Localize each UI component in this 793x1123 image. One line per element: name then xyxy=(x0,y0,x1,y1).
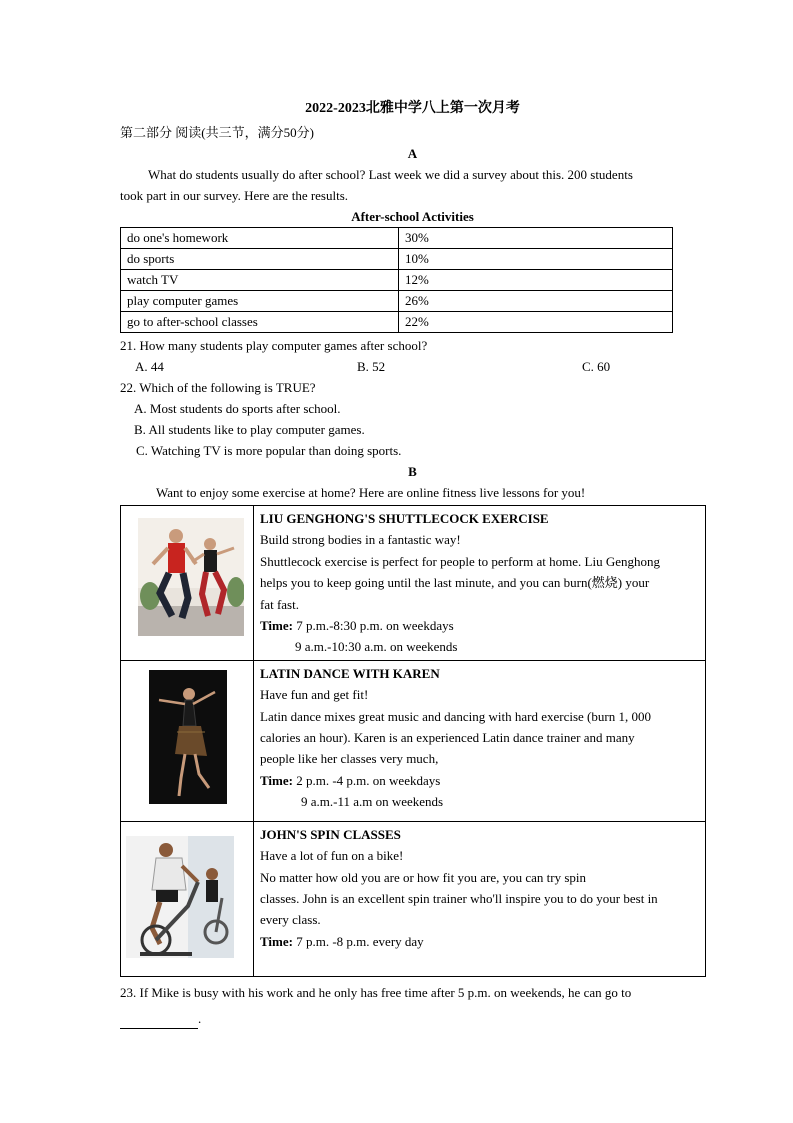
lesson-details-cell xyxy=(254,660,706,821)
lesson-photo-cell xyxy=(121,821,254,976)
table-row xyxy=(121,312,673,333)
spin-class-photo xyxy=(126,836,234,958)
time-label: Time: xyxy=(260,618,293,634)
lesson-description: people like her classes very much, xyxy=(260,751,439,767)
question-21-options xyxy=(120,356,705,377)
lesson-details-cell xyxy=(254,821,706,976)
table-row xyxy=(121,249,673,270)
lesson-time xyxy=(260,615,699,636)
lesson-description: helps you to keep going until the last minute, and you can burn(燃烧) your xyxy=(260,575,650,591)
lesson-title: JOHN'S SPIN CLASSES xyxy=(260,826,401,842)
activity-cell: go to after-school classes xyxy=(121,312,399,333)
activity-cell: do sports xyxy=(121,249,399,270)
percent-cell: 10% xyxy=(399,249,673,270)
lesson-tagline: Have fun and get fit! xyxy=(260,687,369,703)
part-b-label: B xyxy=(408,464,417,479)
time-weekends: 9 a.m.-10:30 a.m. on weekends xyxy=(295,639,458,655)
time-weekdays: 7 p.m.-8:30 p.m. on weekdays xyxy=(296,618,454,634)
lesson-title: LATIN DANCE WITH KAREN xyxy=(260,665,440,681)
lesson-tagline: Build strong bodies in a fantastic way! xyxy=(260,532,461,548)
part-a-intro-line-1: What do students usually do after school? Last week we did a survey about this. 200 students xyxy=(148,167,633,182)
activities-table-title: After-school Activities xyxy=(351,209,474,224)
time-label: Time: xyxy=(260,933,293,949)
option-c: C. Watching TV is more popular than doing sports. xyxy=(136,443,402,458)
activities-table xyxy=(120,227,673,333)
question-22: 22. Which of the following is TRUE? xyxy=(120,380,316,395)
option-b: B. 52 xyxy=(357,359,386,374)
lesson-description: fat fast. xyxy=(260,596,299,612)
fitness-lessons-table xyxy=(120,505,706,977)
question-23: 23. If Mike is busy with his work and he only has free time after 5 p.m. on weekends, he can go to xyxy=(120,984,632,1000)
part-b-intro: Want to enjoy some exercise at home? Here are online fitness live lessons for you! xyxy=(156,485,586,500)
question-23-end: . xyxy=(198,1010,202,1026)
section-heading: 第二部分 阅读(共三节，满分50分) xyxy=(120,125,314,140)
table-row xyxy=(121,821,706,976)
time-weekdays: 2 p.m. -4 p.m. on weekdays xyxy=(296,772,441,788)
shuttlecock-exercise-photo xyxy=(138,518,244,636)
activity-cell: do one's homework xyxy=(121,228,399,249)
option-a: A. Most students do sports after school. xyxy=(134,401,341,416)
question-23-answer-line xyxy=(120,1008,705,1029)
table-row xyxy=(121,291,673,312)
table-row xyxy=(121,270,673,291)
lesson-time xyxy=(260,770,699,791)
lesson-description: calories an hour). Karen is an experienced Latin dance trainer and many xyxy=(260,730,635,746)
question-21: 21. How many students play computer games after school? xyxy=(120,338,428,353)
table-row xyxy=(121,506,706,661)
table-row xyxy=(121,660,706,821)
time-weekends: 9 a.m.-11 a.m on weekends xyxy=(301,794,444,810)
percent-cell: 26% xyxy=(399,291,673,312)
part-a-intro-line-2: took part in our survey. Here are the results. xyxy=(120,188,349,203)
option-c: C. 60 xyxy=(582,359,611,374)
lesson-details-cell xyxy=(254,506,706,661)
part-a-label: A xyxy=(407,146,418,161)
lesson-photo-cell xyxy=(121,506,254,661)
activity-cell: watch TV xyxy=(121,270,399,291)
exam-title: 2022-2023北雅中学八上第一次月考 xyxy=(305,101,520,116)
lesson-time xyxy=(260,931,699,952)
percent-cell: 30% xyxy=(399,228,673,249)
table-row xyxy=(121,228,673,249)
activity-cell: play computer games xyxy=(121,291,399,312)
lesson-description: Shuttlecock exercise is perfect for people to perform at home. Liu Genghong xyxy=(260,553,660,569)
time-label: Time: xyxy=(260,772,293,788)
answer-blank[interactable] xyxy=(120,1014,198,1029)
latin-dance-photo xyxy=(149,670,227,804)
lesson-description: classes. John is an excellent spin trainer who'll inspire you to do your best in xyxy=(260,891,658,907)
lesson-description: No matter how old you are or how fit you are, you can try spin xyxy=(260,869,587,885)
time-every-day: 7 p.m. -8 p.m. every day xyxy=(296,933,424,949)
option-b: B. All students like to play computer games. xyxy=(134,422,365,437)
lesson-photo-cell xyxy=(121,660,254,821)
lesson-tagline: Have a lot of fun on a bike! xyxy=(260,848,404,864)
exam-page xyxy=(120,100,705,1029)
lesson-description: every class. xyxy=(260,912,321,928)
percent-cell: 22% xyxy=(399,312,673,333)
lesson-title: LIU GENGHONG'S SHUTTLECOCK EXERCISE xyxy=(260,511,549,526)
option-a: A. 44 xyxy=(135,359,164,374)
lesson-description: Latin dance mixes great music and dancing with hard exercise (burn 1, 000 xyxy=(260,708,651,724)
percent-cell: 12% xyxy=(399,270,673,291)
